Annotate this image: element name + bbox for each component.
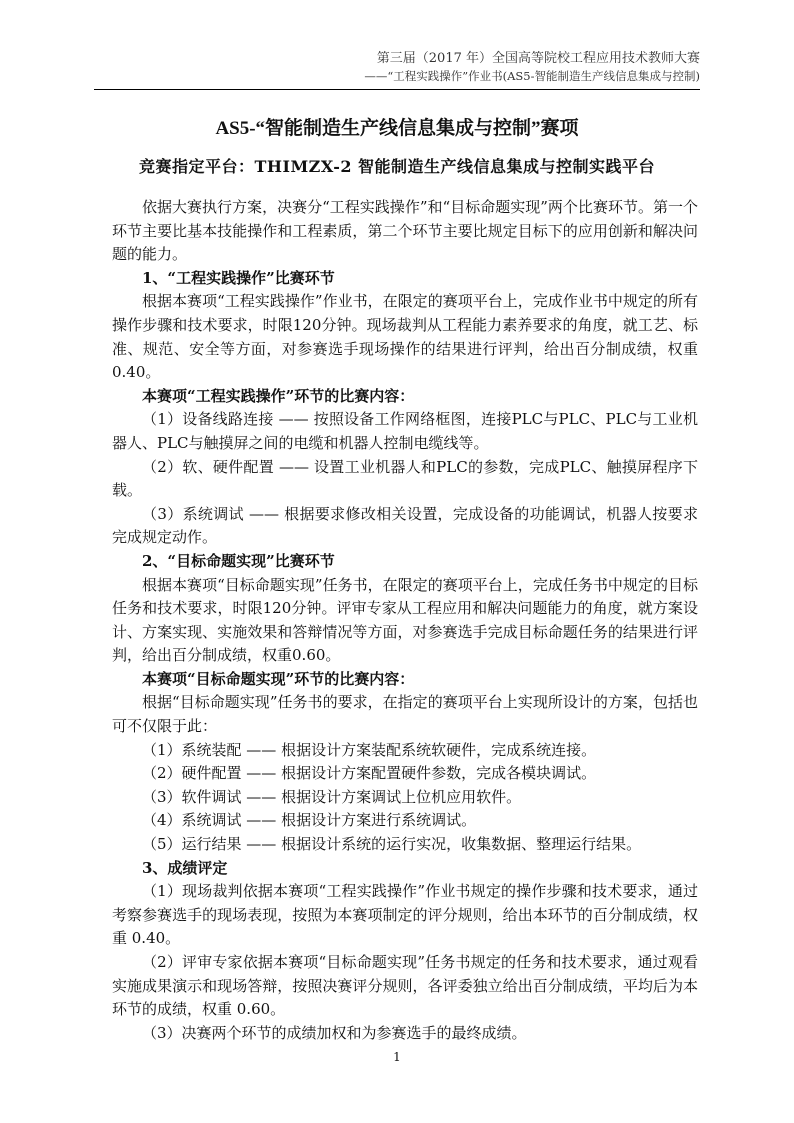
header-line-1: 第三届（2017 年）全国高等院校工程应用技术教师大赛 [376, 51, 700, 66]
list-item: （2）评审专家依据本赛项“目标命题实现”任务书规定的任务和技术要求，通过观看实施成果演示和现场答辩，按照决赛评分规则，各评委独立给出百分制成绩，平均后为本环节的成绩，权重 0.60。 [112, 953, 698, 1019]
document-body [112, 196, 698, 1045]
header-divider [94, 89, 700, 90]
page-number: 1 [393, 1050, 401, 1064]
list-item: （5）运行结果 —— 根据设计系统的运行实况，收集数据、整理运行结果。 [142, 835, 642, 854]
subsection-heading: 本赛项“工程实践操作”环节的比赛内容： [142, 386, 415, 405]
header-line-2: ——“工程实践操作”作业书(AS5-智能制造生产线信息集成与控制) [364, 69, 700, 83]
list-item: （1）设备线路连接 —— 按照设备工作网络框图，连接PLC与PLC、PLC与工业机器人、PLC与触摸屏之间的电缆和机器人控制电缆线等。 [112, 410, 698, 452]
document-title: AS5-“智能制造生产线信息集成与控制”赛项 [215, 118, 579, 139]
list-item: （1）系统装配 —— 根据设计方案装配系统软硬件，完成系统连接。 [142, 740, 597, 759]
list-item: （3）系统调试 —— 根据要求修改相关设置，完成设备的功能调试，机器人按要求完成规定动作。 [112, 504, 698, 547]
list-item: （3）软件调试 —— 根据设计方案调试上位机应用软件。 [142, 787, 522, 806]
list-item: （3）决赛两个环节的成绩加权和为参赛选手的最终成绩。 [142, 1023, 527, 1042]
list-item: （4）系统调试 —— 根据设计方案进行系统调试。 [142, 811, 477, 830]
paragraph: 根据本赛项“工程实践操作”作业书，在限定的赛项平台上，完成作业书中规定的所有操作步骤和技术要求，时限120分钟。现场裁判从工程能力素养要求的角度，就工艺、标准、规范、安全等方面，对参赛选手现场操作的结果进行评判，给出百分制成绩，权重0.40。 [112, 292, 698, 382]
page-header [94, 50, 700, 84]
paragraph: 根据本赛项“目标命题实现”任务书，在限定的赛项平台上，完成任务书中规定的目标任务和技术要求，时限120分钟。评审专家从工程应用和解决问题能力的角度，就方案设计、方案实现、实施效果和答辩情况等方面，对参赛选手完成目标命题任务的结果进行评判，给出百分制成绩，权重0.60。 [112, 575, 698, 665]
section-heading-2: 2、“目标命题实现”比赛环节 [142, 551, 335, 570]
section-heading-3: 3、成绩评定 [142, 858, 228, 877]
list-item: （1）现场裁判依据本赛项“工程实践操作”作业书规定的操作步骤和技术要求，通过考察参赛选手的现场表现，按照为本赛项制定的评分规则，给出本环节的百分制成绩，权重 0.40。 [112, 882, 698, 948]
subsection-heading: 本赛项“目标命题实现”环节的比赛内容： [142, 669, 415, 688]
intro-paragraph: 依据大赛执行方案，决赛分“工程实践操作”和“目标命题实现”两个比赛环节。第一个环节主要比基本技能操作和工程素质，第二个环节主要比规定目标下的应用创新和解决问题的能力。 [112, 198, 698, 264]
list-item: （2）硬件配置 —— 根据设计方案配置硬件参数，完成各模块调试。 [142, 764, 597, 783]
paragraph: 根据“目标命题实现”任务书的要求，在指定的赛项平台上实现所设计的方案，包括也可不仅限于此： [112, 693, 698, 736]
section-heading-1: 1、“工程实践操作”比赛环节 [142, 268, 335, 287]
list-item: （2）软、硬件配置 —— 设置工业机器人和PLC的参数，完成PLC、触摸屏程序下载。 [112, 457, 698, 500]
document-subtitle: 竞赛指定平台：THIMZX-2 智能制造生产线信息集成与控制实践平台 [138, 157, 656, 176]
